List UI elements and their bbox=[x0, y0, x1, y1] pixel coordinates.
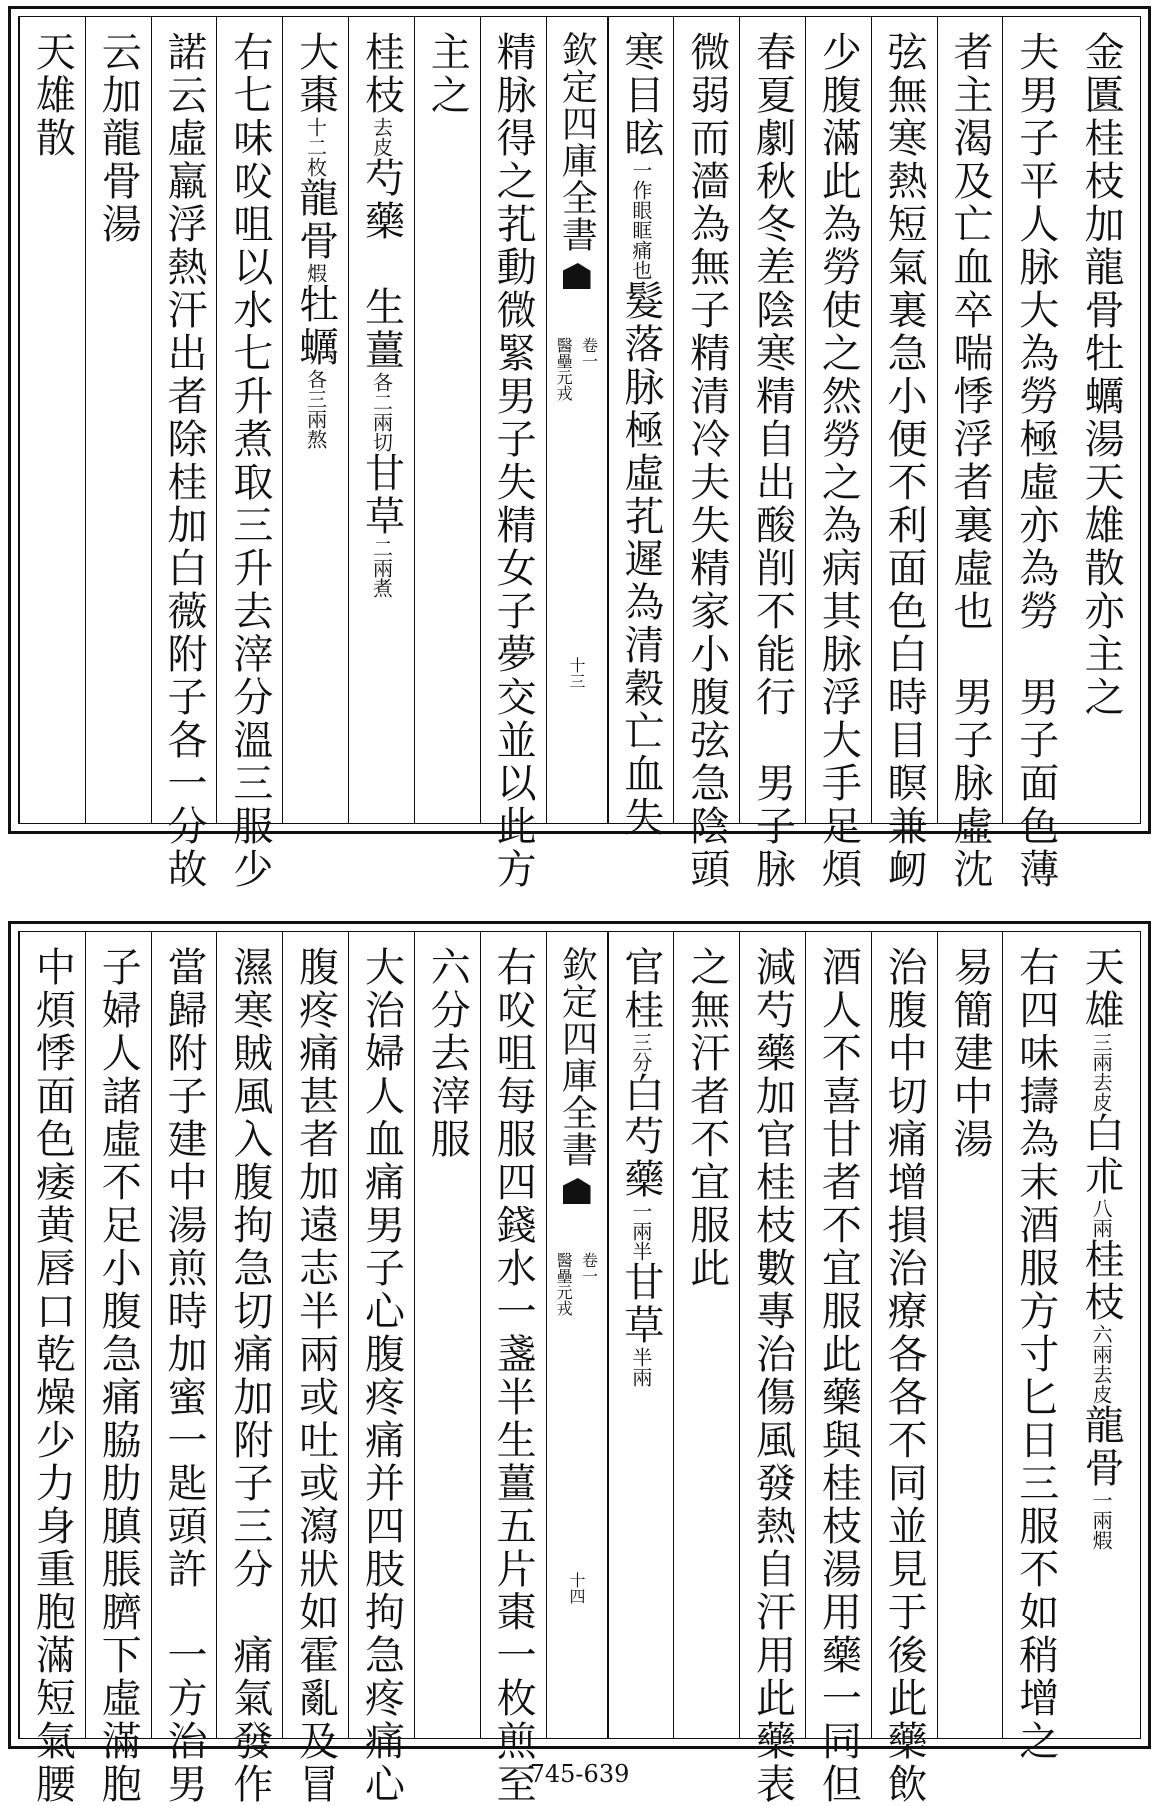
banner-volume: 卷一 bbox=[579, 1252, 599, 1284]
text-column bbox=[608, 932, 674, 1738]
column-text bbox=[490, 31, 537, 891]
column-text bbox=[424, 946, 471, 1161]
banner-mark-icon bbox=[563, 1178, 591, 1204]
banner-page-number: 十四 bbox=[567, 1572, 586, 1604]
main-text: 當歸附子建中湯煎時加蜜一匙頭許 一方治男 bbox=[161, 946, 208, 1806]
text-column bbox=[805, 932, 871, 1806]
main-text: 中煩悸面色痿黄唇口乾燥少力身重胞滿短氣腰 bbox=[29, 946, 76, 1806]
banner-page-number: 十三 bbox=[567, 657, 586, 689]
main-text: 少腹滿此為勞使之然勞之為病其脉浮大手足煩 bbox=[815, 31, 862, 891]
main-text: 云加龍骨湯 bbox=[95, 31, 142, 246]
main-text: 桂枝 bbox=[358, 31, 405, 117]
main-text: 子婦人諸虛不足小腹急痛脇肋䐜脹臍下虛滿胞 bbox=[95, 946, 142, 1806]
text-column bbox=[937, 17, 1003, 891]
annotation-text: 三兩去皮 bbox=[1089, 1032, 1114, 1112]
annotation-text: 各三兩熬 bbox=[303, 369, 328, 449]
text-column bbox=[1002, 17, 1068, 891]
text-column bbox=[216, 932, 282, 1806]
column-text bbox=[1078, 31, 1125, 719]
main-text: 之無汗者不宜服此 bbox=[683, 946, 730, 1290]
text-column bbox=[216, 17, 282, 891]
text-column bbox=[282, 17, 348, 823]
column-text bbox=[292, 31, 339, 449]
annotation-text: 十二枚 bbox=[303, 117, 328, 177]
main-text: 濕寒賊風入腹拘急切痛加附子三分 痛氣發作 bbox=[226, 946, 273, 1806]
main-text: 甘草 bbox=[617, 1261, 664, 1347]
text-column bbox=[1002, 932, 1068, 1763]
annotation-text: 二兩煮 bbox=[369, 538, 394, 598]
main-text: 主之 bbox=[424, 31, 471, 117]
column-text bbox=[749, 31, 796, 891]
column-text bbox=[881, 31, 928, 891]
annotation-text: 三分 bbox=[628, 1032, 653, 1072]
text-column bbox=[1068, 932, 1134, 1738]
column-text bbox=[29, 31, 76, 160]
text-column bbox=[151, 932, 217, 1806]
column-text bbox=[1078, 946, 1125, 1550]
top-page bbox=[8, 6, 1151, 891]
main-text: 減芍藥加官桂枝數專治傷風發熱自汗用此藥表 bbox=[749, 946, 796, 1806]
main-text: 桂枝 bbox=[1078, 1238, 1125, 1324]
main-text: 酒人不喜甘者不宜服此藥與桂枝湯用藥一同但 bbox=[815, 946, 862, 1806]
column-text bbox=[617, 31, 664, 839]
annotation-text: 去皮 bbox=[369, 117, 394, 157]
main-text: 微弱而濇為無子精清冷夫失精家小腹弦急陰頭 bbox=[683, 31, 730, 891]
main-text: 精脉得之芤動微緊男子失精女子夢交並以此方 bbox=[490, 31, 537, 891]
text-column bbox=[414, 17, 480, 823]
column-text bbox=[881, 946, 928, 1806]
text-column bbox=[871, 932, 937, 1806]
text-column bbox=[414, 932, 480, 1738]
main-text: 腹疼痛甚者加遠志半兩或吐或瀉狀如霍亂及冒 bbox=[292, 946, 339, 1806]
column-text bbox=[683, 946, 730, 1290]
column-text bbox=[946, 31, 993, 891]
column-text bbox=[1012, 946, 1059, 1763]
main-text: 寒目眩 bbox=[617, 31, 664, 160]
banner-column bbox=[546, 932, 608, 1738]
column-text bbox=[490, 946, 537, 1806]
main-text: 春夏劇秋冬差陰寒精自出酸削不能行 男子脉 bbox=[749, 31, 796, 891]
text-column bbox=[19, 17, 85, 823]
column-text bbox=[358, 31, 405, 598]
column-text bbox=[424, 31, 471, 117]
banner-mark-icon bbox=[563, 263, 591, 289]
banner-column bbox=[546, 17, 608, 823]
column-text bbox=[226, 31, 273, 891]
text-column bbox=[739, 932, 805, 1806]
main-text: 天雄 bbox=[1078, 946, 1125, 1032]
main-text: 右㕮咀每服四錢水一盞半生薑五片棗一枚煎至 bbox=[490, 946, 537, 1806]
banner-book-title: 醫壘元戎 bbox=[554, 337, 574, 401]
column-text bbox=[161, 31, 208, 891]
annotation-text: 一作眼眶痛也 bbox=[628, 160, 653, 280]
main-text: 龍骨 bbox=[1078, 1404, 1125, 1490]
main-text: 大棗 bbox=[292, 31, 339, 117]
text-column bbox=[871, 17, 937, 891]
text-column bbox=[151, 17, 217, 891]
text-column bbox=[480, 17, 546, 891]
main-text: 諾云虛羸浮熱汗出者除桂加白薇附子各一分故 bbox=[161, 31, 208, 891]
main-text: 芍藥 生薑 bbox=[358, 157, 405, 372]
main-text: 金匱桂枝加龍骨牡蠣湯天雄散亦主之 bbox=[1078, 31, 1125, 719]
main-text: 六分去滓服 bbox=[424, 946, 471, 1161]
text-column bbox=[19, 932, 85, 1806]
main-text: 右四味擣為末酒服方寸匕日三服不如稍增之 bbox=[1012, 946, 1059, 1763]
main-text: 髮落脉極虛芤遲為清穀亡血失 bbox=[617, 280, 664, 839]
main-text: 甘草 bbox=[358, 452, 405, 538]
main-text: 龍骨 bbox=[292, 177, 339, 263]
text-column bbox=[85, 17, 151, 823]
main-text: 牡蠣 bbox=[292, 283, 339, 369]
column-text bbox=[815, 946, 862, 1806]
column-text bbox=[161, 946, 208, 1806]
annotation-text: 六兩去皮 bbox=[1089, 1324, 1114, 1404]
folio-number: 745-639 bbox=[529, 1760, 630, 1788]
banner-book-title: 醫壘元戎 bbox=[554, 1252, 574, 1316]
column-text bbox=[358, 946, 405, 1806]
column-text bbox=[815, 31, 862, 891]
column-text bbox=[292, 946, 339, 1806]
main-text: 易簡建中湯 bbox=[946, 946, 993, 1161]
banner-title: 欽定四庫全書 bbox=[556, 946, 598, 1168]
main-text: 白芍藥 bbox=[617, 1072, 664, 1201]
text-column bbox=[673, 17, 739, 891]
column-text bbox=[29, 946, 76, 1806]
annotation-text: 一兩煆 bbox=[1089, 1490, 1114, 1550]
column-text bbox=[226, 946, 273, 1806]
text-column bbox=[1068, 17, 1134, 823]
main-text: 官桂 bbox=[617, 946, 664, 1032]
column-text bbox=[95, 946, 142, 1806]
annotation-text: 各二兩切 bbox=[369, 372, 394, 452]
column-text bbox=[95, 31, 142, 246]
banner-volume: 卷一 bbox=[579, 337, 599, 369]
column-text bbox=[749, 946, 796, 1806]
text-column bbox=[608, 17, 674, 839]
text-column bbox=[348, 17, 414, 823]
annotation-text: 八兩 bbox=[1089, 1198, 1114, 1238]
text-column bbox=[673, 932, 739, 1738]
text-column bbox=[282, 932, 348, 1806]
annotation-text: 半兩 bbox=[628, 1347, 653, 1387]
column-text bbox=[683, 31, 730, 891]
main-text: 白朮 bbox=[1078, 1112, 1125, 1198]
main-text: 治腹中切痛增損治療各各不同並見于後此藥飲 bbox=[881, 946, 928, 1806]
text-column bbox=[480, 932, 546, 1806]
main-text: 者主渴及亡血卒喘悸浮者裏虛也 男子脉虛沈 bbox=[946, 31, 993, 891]
text-column bbox=[85, 932, 151, 1806]
top-text-frame bbox=[18, 16, 1141, 891]
annotation-text: 一兩半 bbox=[628, 1201, 653, 1261]
main-text: 大治婦人血痛男子心腹疼痛并四肢拘急疼痛心 bbox=[358, 946, 405, 1806]
column-text bbox=[946, 946, 993, 1161]
text-column bbox=[937, 932, 1003, 1738]
annotation-text: 煆 bbox=[303, 263, 328, 283]
column-text bbox=[1012, 31, 1059, 891]
main-text: 右七味㕮咀以水七升煮取三升去滓分溫三服少 bbox=[226, 31, 273, 891]
text-column bbox=[739, 17, 805, 891]
text-column bbox=[805, 17, 871, 891]
text-column bbox=[348, 932, 414, 1806]
column-text bbox=[617, 946, 664, 1387]
main-text: 夫男子平人脉大為勞極虛亦為勞 男子面色薄 bbox=[1012, 31, 1059, 891]
main-text: 弦無寒熱短氣裏急小便不利面色白時目瞑兼衂 bbox=[881, 31, 928, 891]
banner-title: 欽定四庫全書 bbox=[556, 31, 598, 253]
main-text: 天雄散 bbox=[29, 31, 76, 160]
